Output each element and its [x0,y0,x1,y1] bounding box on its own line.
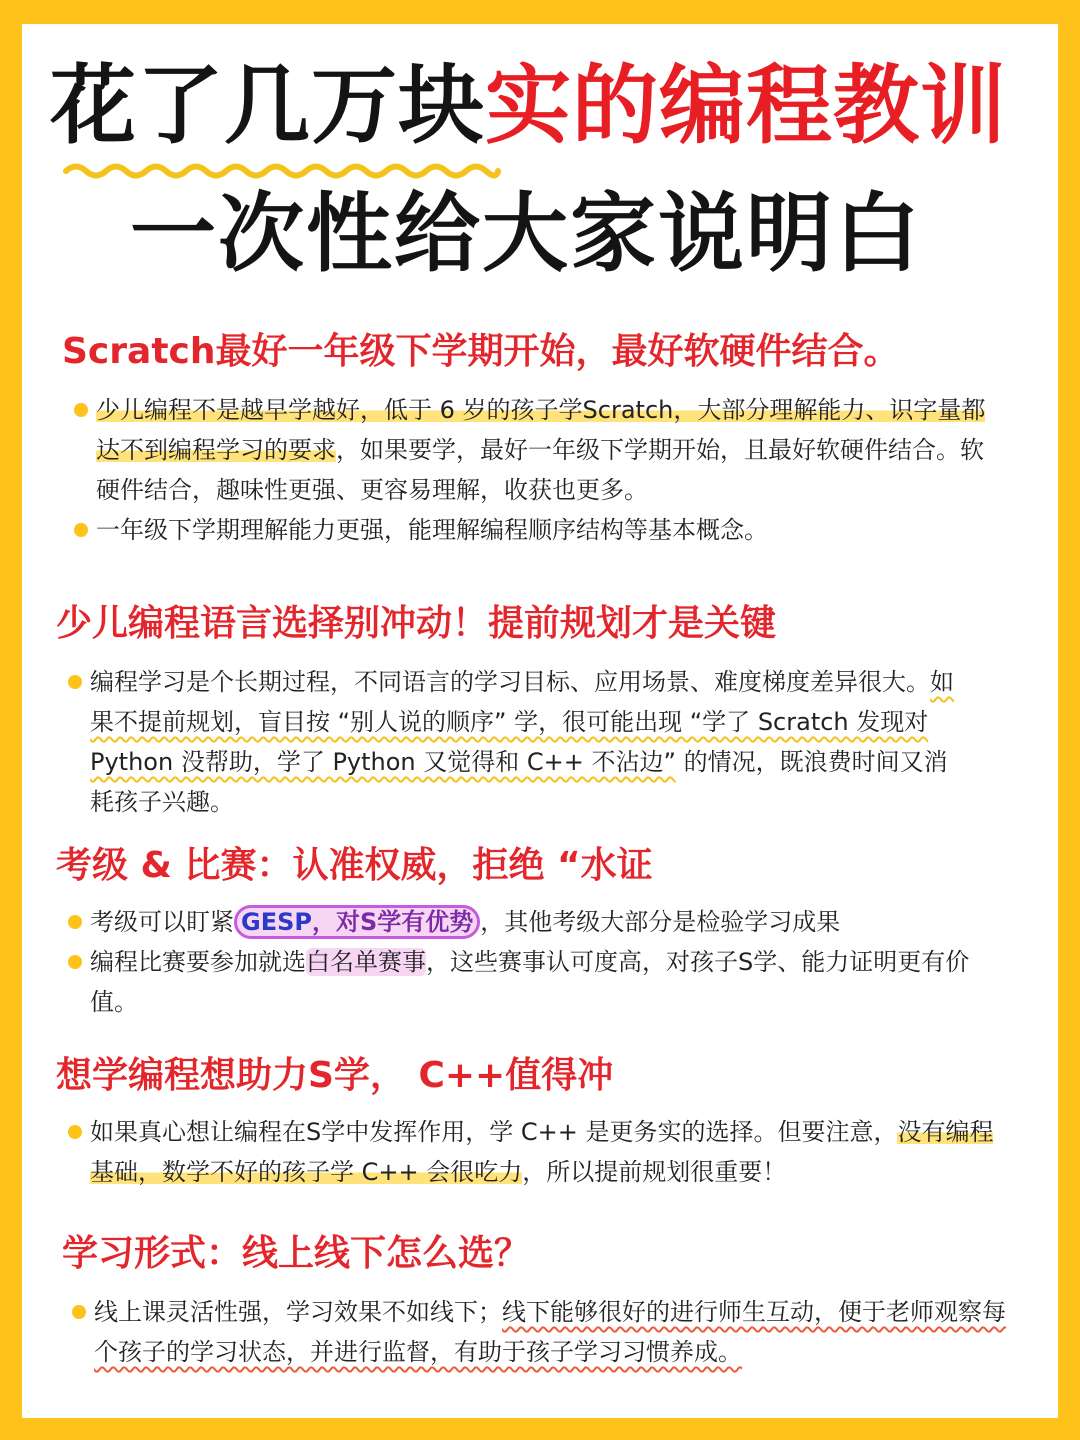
section-exams-paragraph-1 [90,902,1010,942]
wavy-underlined-text: 如果不提前规划，盲目按 “别人说的顺序” 学，很可能出现 “学了 Scratch 发现对 Python 没帮助，学了 Python 又觉得和 C++ 不沾边” [90,668,954,776]
paragraph-text: 编程学习是个长期过程，不同语言的学习目标、应用场景、难度梯度差异很大。 [90,668,930,696]
highlight-text: 没有编程基础，数学不好的孩子学 C++ 会很吃力 [90,1118,994,1186]
advantage-text: ，对S学有优势 [311,908,474,936]
title-squiggle-underline [62,160,502,182]
paragraph-text: 编程比赛要参加就选 [90,948,306,976]
paragraph-text: ，所以提前规划很重要！ [522,1158,787,1186]
paragraph-text: 线上课灵活性强，学习效果不如线下； [94,1298,502,1326]
wavy-underlined-text: 线下能够很好的进行师生互动，便于老师观察每个孩子的学习状态，并进行监督，有助于孩子学习习惯养成。 [94,1298,1006,1366]
bullet-dot [74,523,88,537]
section-heading-language-choice: 少儿编程语言选择别冲动！提前规划才是关键 [56,603,777,644]
section-format-paragraph [94,1292,1024,1372]
bullet-dot [74,403,88,417]
bullet-dot [68,955,82,969]
page-title-line1 [50,56,1030,156]
page-title-line2: 一次性给大家说明白 [130,184,922,284]
section-scratch-paragraph-1 [96,390,996,510]
section-exams-paragraph-2 [90,942,1010,1022]
section-cpp-paragraph [90,1112,1010,1192]
bullet-dot [68,1125,82,1139]
paragraph-text: 一年级下学期理解能力更强，能理解编程顺序结构等基本概念。 [96,516,768,544]
bullet-dot [68,675,82,689]
section-heading-scratch: Scratch最好一年级下学期开始，最好软硬件结合。 [62,331,900,372]
section-heading-learning-format: 学习形式：线上线下怎么选？ [62,1233,531,1274]
gesp-circled-highlight [234,905,480,939]
paragraph-text: 如果真心想让编程在S学中发挥作用，学 C++ 是更务实的选择。但要注意， [90,1118,898,1146]
bullet-dot [72,1305,86,1319]
paragraph-text: 考级可以盯紧 [90,908,234,936]
highlight-text: 少儿编程不是越早学越好，低于 6 岁的孩子学Scratch，大部分理解能力、识字量都达不到编程学习的要求 [96,396,986,464]
section-heading-exams-contests: 考级 & 比赛：认准权威，拒绝 “水证 [56,845,653,886]
title-black-part: 花了几万块 [50,56,485,156]
paragraph-text: 的情况，既浪费时间又消耗孩子兴趣。 [90,748,948,816]
section-language-paragraph [90,662,970,822]
section-heading-cpp: 想学编程想助力S学， C++值得冲 [56,1055,614,1096]
section-scratch-paragraph-2 [96,510,996,550]
whitelist-highlight: 白名单赛事 [306,948,426,976]
bullet-dot [68,915,82,929]
title-red-part: 实的编程教训 [485,56,1007,156]
paragraph-text: ，其他考级大部分是检验学习成果 [480,908,841,936]
gesp-label: GESP [241,908,312,936]
paragraph-text: ，这些赛事认可度高，对孩子S学、能力证明更有价值。 [90,948,970,1016]
paragraph-text: ，如果要学，最好一年级下学期开始，且最好软硬件结合。软硬件结合，趣味性更强、更容易理解，收获也更多。 [96,436,984,504]
